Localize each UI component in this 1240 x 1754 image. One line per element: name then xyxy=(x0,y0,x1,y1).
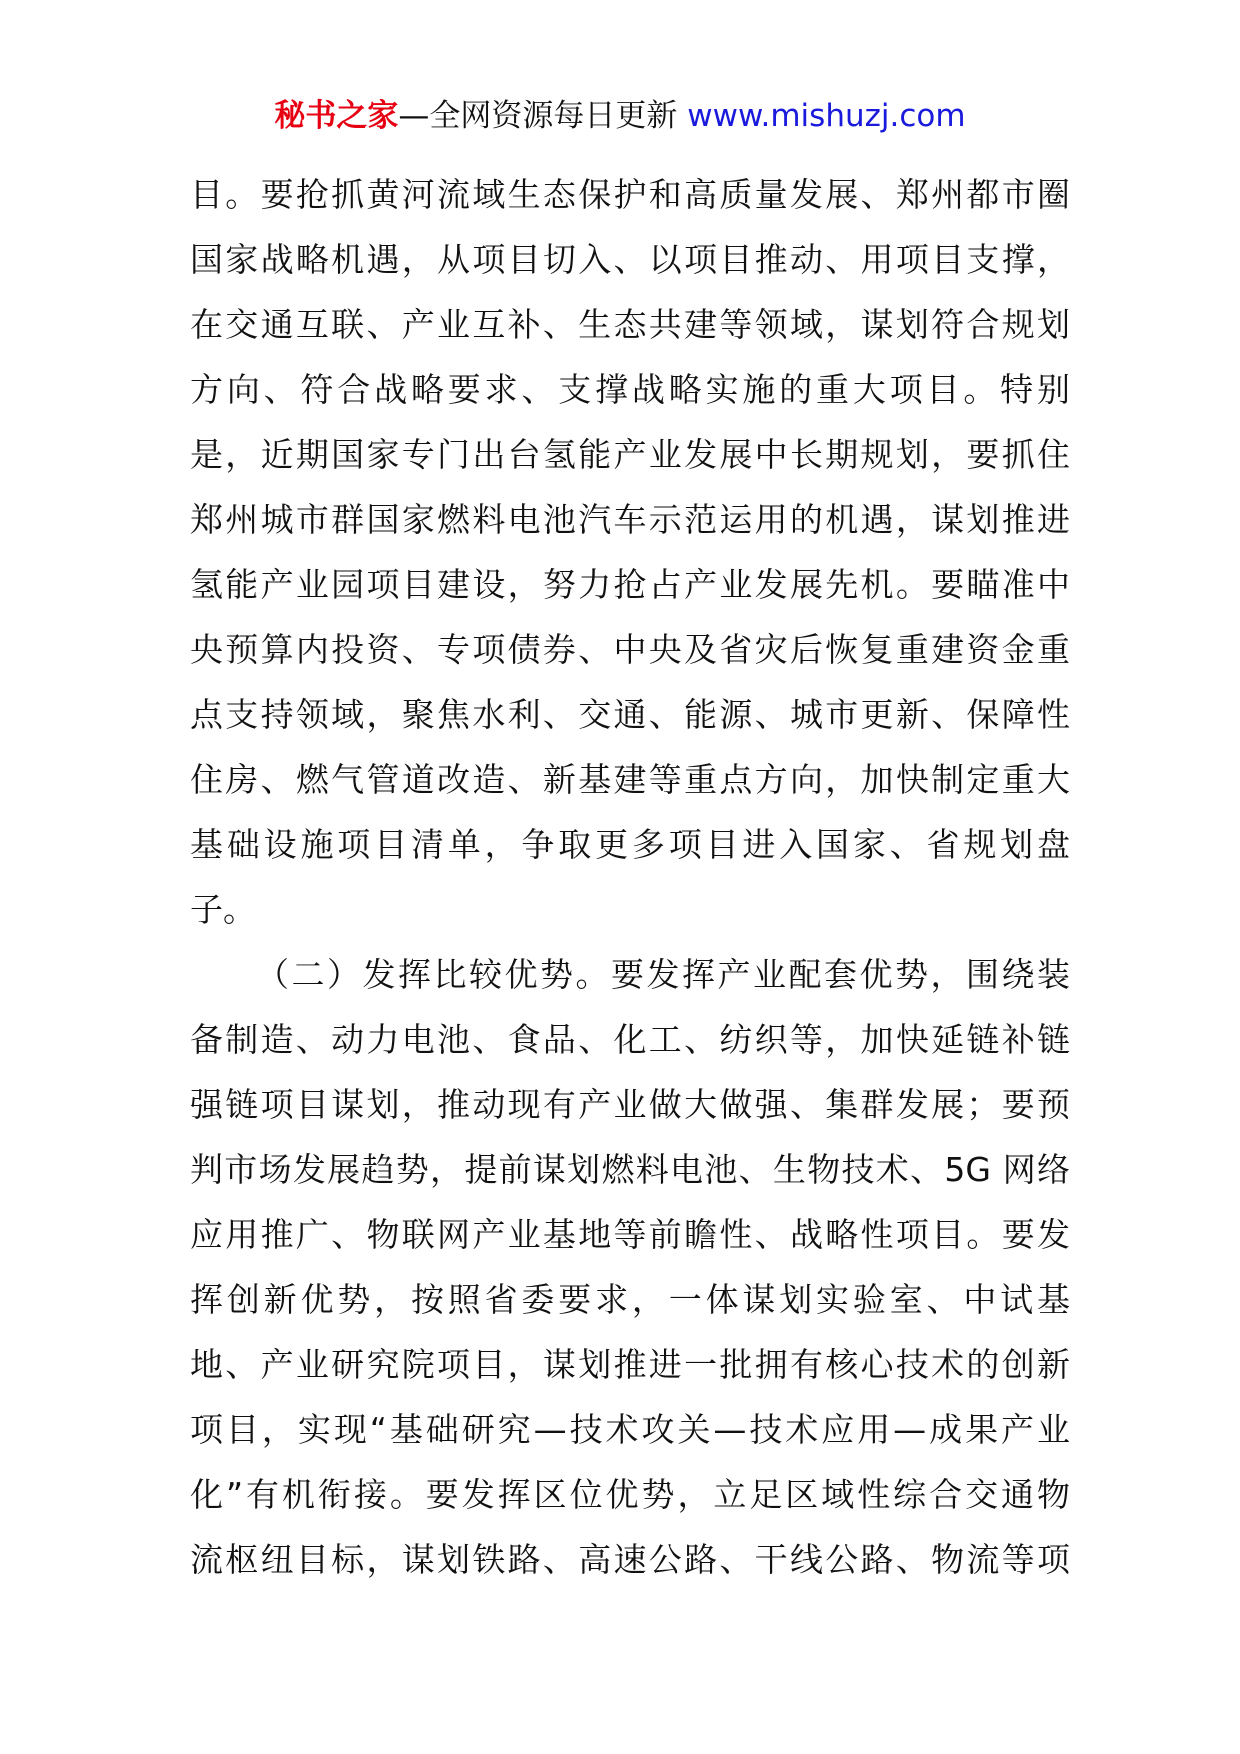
text-line: 应用推广、物联网产业基地等前瞻性、战略性项目。要发 xyxy=(190,1215,1070,1254)
text-line: 氢能产业园项目建设，努力抢占产业发展先机。要瞄准中 xyxy=(190,565,1070,604)
document-body xyxy=(190,162,1070,1592)
text-line: 备制造、动力电池、食品、化工、纺织等，加快延链补链 xyxy=(190,1020,1070,1059)
text-line: 化”有机衔接。要发挥区位优势，立足区域性综合交通物 xyxy=(190,1475,1070,1514)
page-header xyxy=(0,96,1240,136)
site-tagline: —全网资源每日更新 xyxy=(398,98,688,134)
text-line: 央预算内投资、专项债券、中央及省灾后恢复重建资金重 xyxy=(190,630,1070,669)
text-line: 是，近期国家专门出台氢能产业发展中长期规划，要抓住 xyxy=(190,435,1070,474)
text-line: 项目，实现“基础研究—技术攻关—技术应用—成果产业 xyxy=(190,1410,1070,1449)
text-line: 地、产业研究院项目，谋划推进一批拥有核心技术的创新 xyxy=(190,1345,1070,1384)
text-line: 强链项目谋划，推动现有产业做大做强、集群发展；要预 xyxy=(190,1085,1070,1124)
text-line: 挥创新优势，按照省委要求，一体谋划实验室、中试基 xyxy=(190,1280,1070,1319)
text-line: 点支持领域，聚焦水利、交通、能源、城市更新、保障性 xyxy=(190,695,1070,734)
site-brand: 秘书之家 xyxy=(274,98,399,134)
text-line: 目。要抢抓黄河流域生态保护和高质量发展、郑州都市圈 xyxy=(190,175,1070,214)
text-line: 基础设施项目清单，争取更多项目进入国家、省规划盘 xyxy=(190,825,1070,864)
text-line: 国家战略机遇，从项目切入、以项目推动、用项目支撑， xyxy=(190,240,1070,279)
text-line: 流枢纽目标，谋划铁路、高速公路、干线公路、物流等项 xyxy=(190,1540,1070,1579)
text-line: 郑州城市群国家燃料电池汽车示范运用的机遇，谋划推进 xyxy=(190,500,1070,539)
text-line: 方向、符合战略要求、支撑战略实施的重大项目。特别 xyxy=(190,370,1070,409)
site-url[interactable]: www.mishuzj.com xyxy=(687,98,966,134)
text-line: 住房、燃气管道改造、新基建等重点方向，加快制定重大 xyxy=(190,760,1070,799)
text-line: 在交通互联、产业互补、生态共建等领域，谋划符合规划 xyxy=(190,305,1070,344)
text-line-section-heading: （二）发挥比较优势。要发挥产业配套优势，围绕装 xyxy=(256,955,1070,994)
text-line-paragraph-end: 子。 xyxy=(190,890,256,929)
text-line: 判市场发展趋势，提前谋划燃料电池、生物技术、5G 网络 xyxy=(190,1150,1070,1189)
